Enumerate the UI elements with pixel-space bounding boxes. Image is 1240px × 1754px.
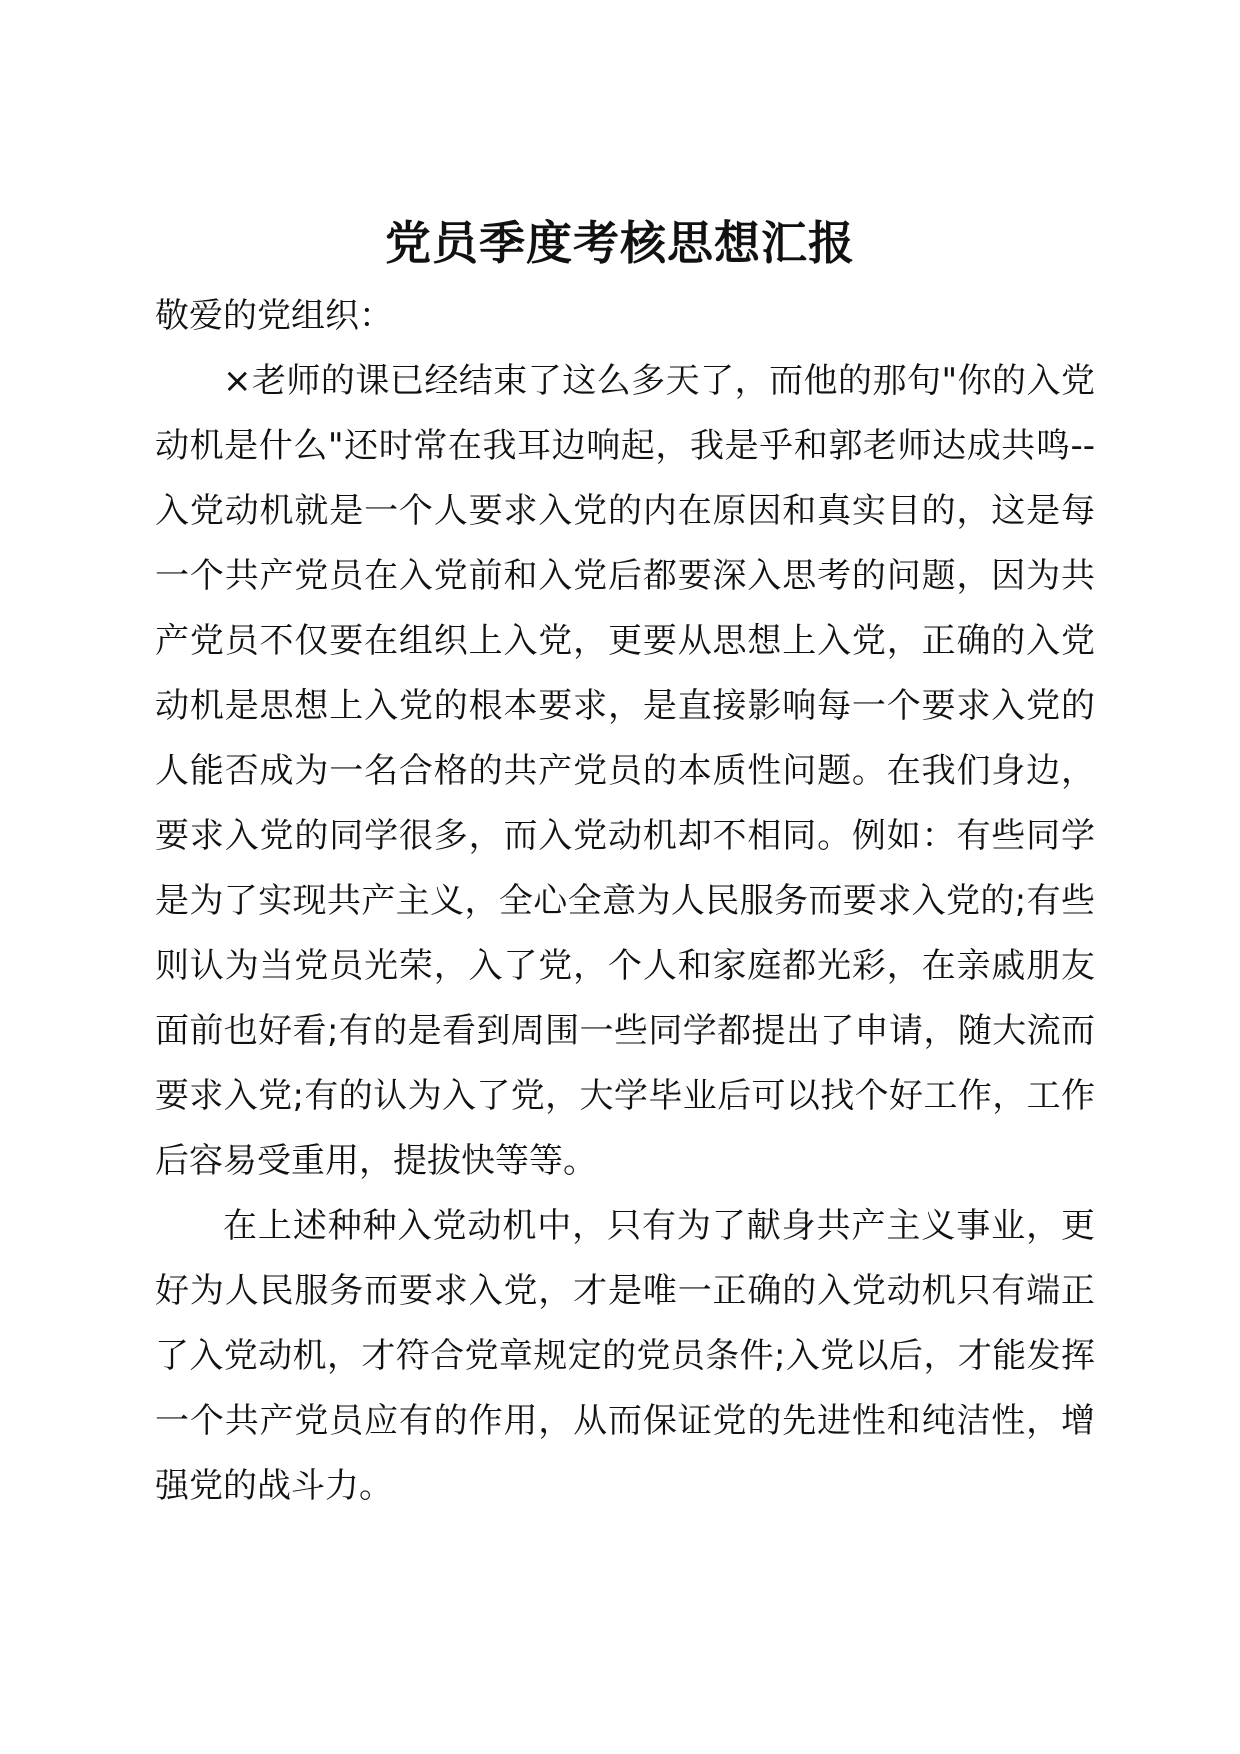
salutation: 敬爱的党组织： <box>155 296 393 336</box>
paragraph-1: ×老师的课已经结束了这么多天了，而他的那句"你的入党动机是什么"还时常在我耳边响起，我是乎和郭老师达成共鸣--入党动机就是一个人要求入党的内在原因和真实目的，这是每一个共产党员在入党前和入党后都要深入思考的问题，因为共产党员不仅要在组织上入党，更要从思想上入党，正确的入党动机是思想上入党的根本要求，是直接影响每一个要求入党的人能否成为一名合格的共产党员的本质性问题。在我们身边，要求入党的同学很多，而入党动机却不相同。例如：有些同学是为了实现共产主义，全心全意为人民服务而要求入党的;有些则认为当党员光荣，入了党，个人和家庭都光彩，在亲戚朋友面前也好看;有的是看到周围一些同学都提出了申请，随大流而要求入党;有的认为入了党，大学毕业后可以找个好工作，工作后容易受重用，提拔快等等。 <box>155 361 1095 1181</box>
paragraph-2: 在上述种种入党动机中，只有为了献身共产主义事业，更好为人民服务而要求入党，才是唯一正确的入党动机只有端正了入党动机，才符合党章规定的党员条件;入党以后，才能发挥一个共产党员应有的作用，从而保证党的先进性和纯洁性，增强党的战斗力。 <box>155 1206 1095 1506</box>
document-body <box>155 284 1095 1519</box>
document-title: 党员季度考核思想汇报 <box>385 216 855 270</box>
